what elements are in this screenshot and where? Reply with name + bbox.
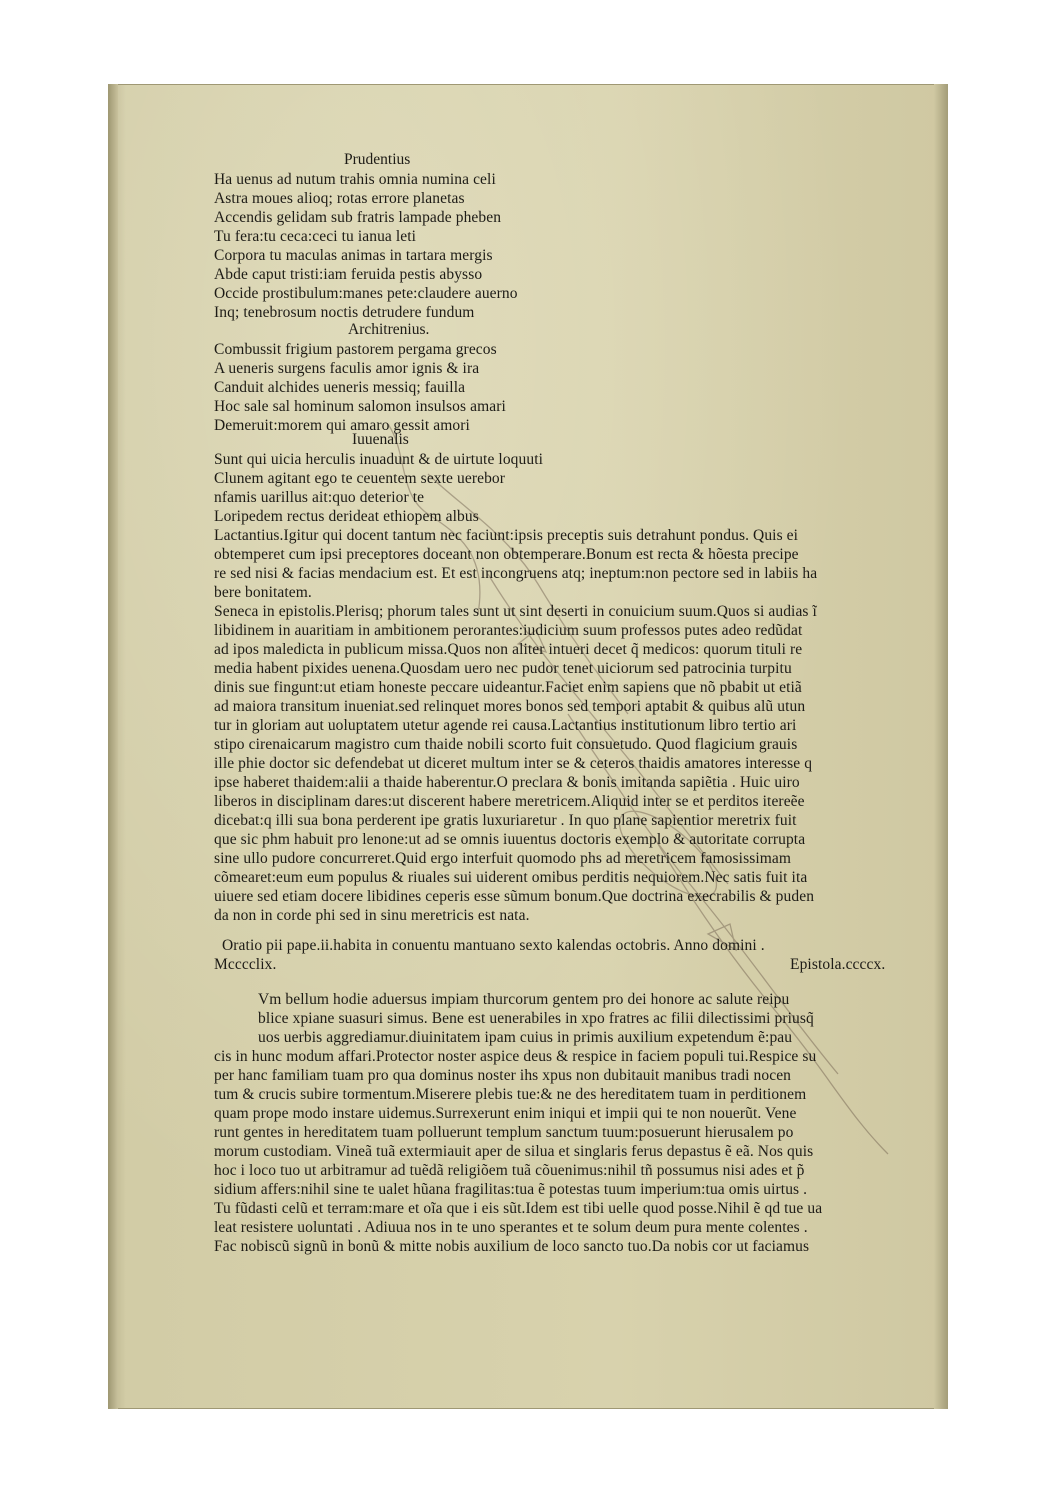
prose-line: obtemperet cum ipsi preceptores doceant non obtemperare.Bonum est recta & hõesta precipe [214, 546, 799, 563]
prose-line: stipo cirenaicarum magistro cum thaide nobili scorto fuit consuetudo. Quod flagicium grauis [214, 736, 798, 753]
prose-line: bere bonitatem. [214, 584, 312, 601]
verse-line: Inq; tenebrosum noctis detrudere fundum [214, 304, 475, 321]
prose-line: libidinem in auaritiam in ambitionem perorantes:iudicium suum professos putes adeo redũdat [214, 622, 803, 639]
oration-title: Oratio pii pape.ii.habita in conuentu mantuano sexto kalendas octobris. Anno domini . [222, 937, 765, 954]
oration-line: morum custodiam. Vineã tuã extermiauit aper de silua et singlaris ferus depastus ẽ eã. Nos quis [214, 1143, 814, 1160]
heading-architrenius: Architrenius. [348, 321, 430, 338]
prose-line: liberos in disciplinam dares:ut discerent habere meretricem.Aliquid inter se et perditos itereẽe [214, 793, 805, 810]
prose-line: uiuere sed etiam docere libidines ceperis esse sũmum bonum.Que doctrina execrabilis & puden [214, 888, 815, 905]
verse-line: nfamis uarillus ait:quo deterior te [214, 489, 425, 506]
oration-line: quam prope modo instare uidemus.Surrexerunt enim iniqui et impii qui te non nouerũt. Vene [214, 1105, 797, 1122]
oration-line: Fac nobiscũ signũ in bonũ & mitte nobis auxilium de loco sancto tuo.Da nobis cor ut faciamus [214, 1238, 810, 1255]
verse-line: Ha uenus ad nutum trahis omnia numina celi [214, 171, 496, 188]
prose-line: sine ullo pudore concurreret.Quid ergo interfuit quomodo phs ad meretricem famosissimam [214, 850, 792, 867]
oration-line: hoc i loco tuo ut arbitramur ad tuẽdã religiõem tuã cõuenimus:nihil tñ possumus nisi ades et p̃ [214, 1162, 805, 1179]
oration-line: leat resistere uoluntati . Adiuua nos in te uno sperantes et te solum deum pura mente colentes . [214, 1219, 808, 1236]
prose-line: tur in gloriam aut uoluptatem utetur agende rei causa.Lactantius institutionum libro tertio ari [214, 717, 797, 734]
oration-line: runt gentes in hereditatem tuam polluerunt templum sanctum tuum:posuerunt hierusalem po [214, 1124, 794, 1141]
oration-line: tum & crucis subire tormentum.Miserere plebis tue:& ne des hereditatem tuam in perditionem [214, 1086, 807, 1103]
verse-line: Hoc sale sal hominum salomon insulsos amari [214, 398, 506, 415]
verse-line: Demeruit:morem qui amaro gessit amori [214, 417, 470, 434]
prose-line: ad ipos maledicta in publicum missa.Quos non aliter intueri decet q̃ medicos: quorum tituli re [214, 641, 803, 658]
epistola-number: Epistola.ccccx. [790, 956, 886, 973]
oration-line: sidium affers:nihil sine te ualet hũana fragilitas:tua ẽ potestas tuum imperium:tua omis uirtus . [214, 1181, 808, 1198]
heading-prudentius: Prudentius [344, 151, 411, 168]
prose-line: Seneca in epistolis.Plerisq; phorum tales sunt ut sint deserti in conuicium suum.Quos si audias ĩ [214, 603, 817, 620]
verse-line: Loripedem rectus derideat ethiopem albus [214, 508, 479, 525]
verse-line: Accendis gelidam sub fratris lampade pheben [214, 209, 502, 226]
prose-line: cõmearet:eum eum populus & riuales sui uiderent omibus perditis nequiorem.Nec satis fuit ita [214, 869, 808, 886]
prose-line: re sed nisi & facias mendacium est. Et est incongruens atq; ineptum:non pectore sed in labiis ha [214, 565, 818, 582]
prose-line: ipse haberet thaidem:alii a thaide haberentur.O preclara & bonis imitanda sapiẽtia . Huic uiro [214, 774, 800, 791]
prose-line: da non in corde phi sed in sinu meretricis est nata. [214, 907, 530, 924]
oration-year: Mcccclix. [214, 956, 277, 973]
oration-line: blice xpiane suasuri simus. Bene est uenerabiles in xpo fratres ac filii dilectissimi priusq̃ [258, 1010, 814, 1027]
prose-line: Lactantius.Igitur qui docent tantum nec faciunt:ipsis preceptis suis detrahunt pondus. Quis ei [214, 527, 799, 544]
verse-line: Tu fera:tu ceca:ceci tu ianua leti [214, 228, 417, 245]
prose-line: ad maiora transitum inueniat.sed relinquet mores bonos sed tempori aptabit & quibus alũ utun [214, 698, 806, 715]
verse-section [108, 84, 948, 1409]
prose-line: dicebat:q illi sua bona perderent ipe gratis luxuriaretur . In quo plane sapientior meretrix fuit [214, 812, 797, 829]
oration-line: Tu fũdasti celũ et terram:mare et oĩa que i eis sũt.Idem est tibi uelle quod posse.Nihil ẽ qd tue ua [214, 1200, 823, 1217]
verse-line: Canduit alchides ueneris messiq; fauilla [214, 379, 466, 396]
oration-line: Vm bellum hodie aduersus impiam thurcorum gentem pro dei honore ac salute reipu [258, 991, 790, 1008]
oration-line: cis in hunc modum affari.Protector noster aspice deus & respice in faciem populi tui.Respice su [214, 1048, 817, 1065]
verse-line: Abde caput tristi:iam feruida pestis abysso [214, 266, 483, 283]
verse-line: Clunem agitant ego te ceuentem sexte uerebor [214, 470, 506, 487]
verse-line: A ueneris surgens faculis amor ignis & ira [214, 360, 480, 377]
heading-iuuenalis: Iuuenalis [352, 431, 409, 448]
verse-line: Sunt qui uicia herculis inuadunt & de uirtute loquuti [214, 451, 544, 468]
oration-line: per hanc familiam tuam pro qua dominus noster ihs xpus non dubitauit manibus tradi nocen [214, 1067, 792, 1084]
verse-line: Corpora tu maculas animas in tartara mergis [214, 247, 493, 264]
prose-line: que sic phm habuit pro lenone:ut ad se omnis iuuentus doctoris exemplo & autoritate corrupta [214, 831, 806, 848]
verse-line: Occide prostibulum:manes pete:claudere auerno [214, 285, 518, 302]
verse-line: Astra moues alioq; rotas errore planetas [214, 190, 465, 207]
prose-line: media habent pixides uenena.Quosdam uero nec pudor tenet uiciorum sed patrocinia turpitu [214, 660, 792, 677]
prose-line: ille phie doctor sic defendebat ut diceret multum inter se & ceteros thaidis amatores interesse q [214, 755, 813, 772]
scanned-page [108, 84, 948, 1409]
oration-line: uos uerbis aggrediamur.diuinitatem ipam cuius in primis auxilium expetendum ẽ:pau [258, 1029, 793, 1046]
verse-line: Combussit frigium pastorem pergama grecos [214, 341, 497, 358]
prose-line: dinis sue fingunt:ut etiam honeste peccare uideantur.Faciet enim sapiens que nõ pbabit ut etiã [214, 679, 802, 696]
